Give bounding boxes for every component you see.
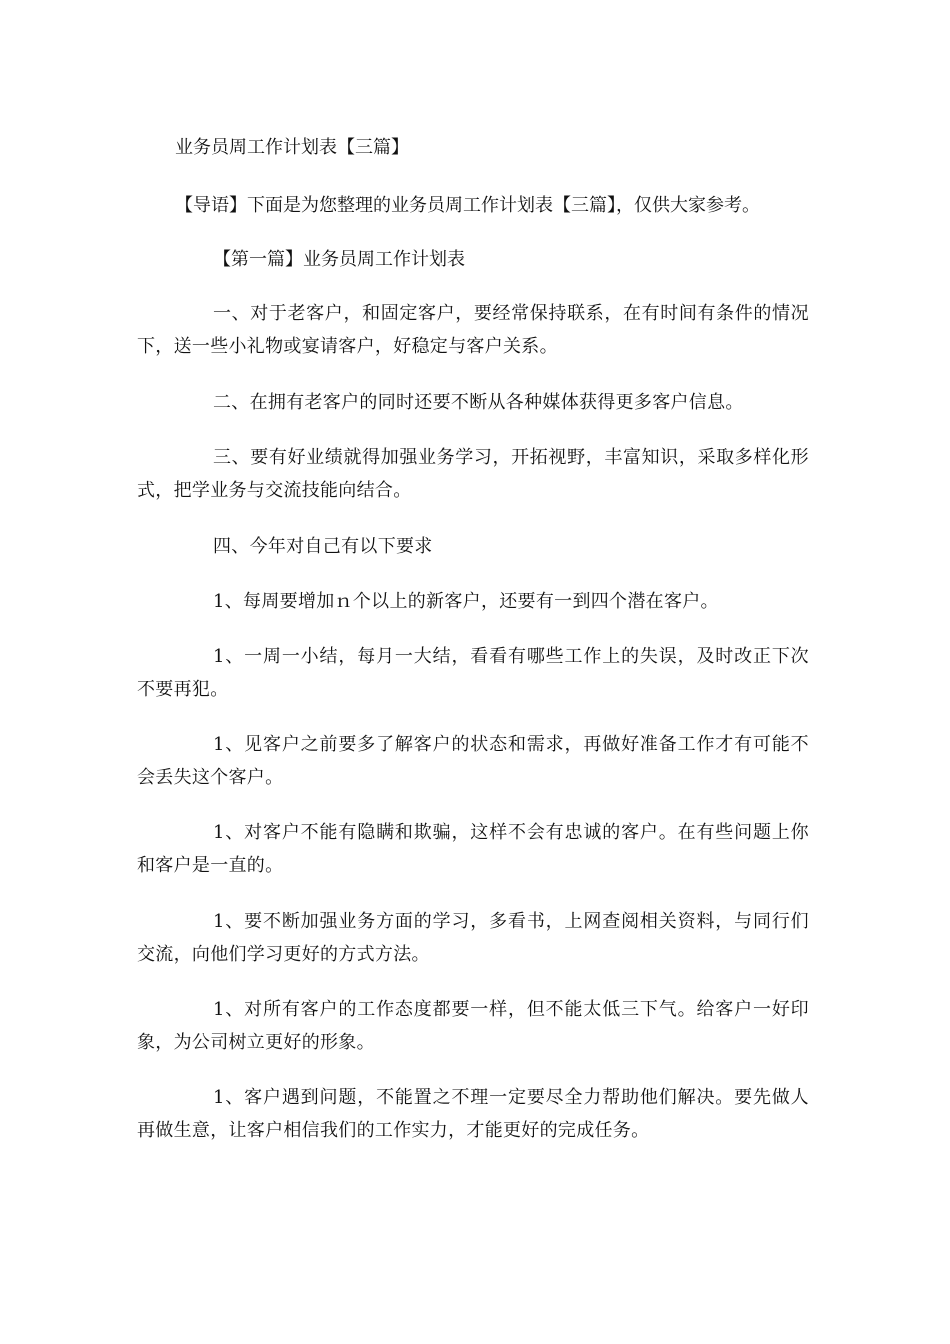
section-heading: 【第一篇】业务员周工作计划表 bbox=[213, 249, 465, 270]
list-item: 1、对客户不能有隐瞒和欺骗，这样不会有忠诚的客户。在有些问题上你和客户是一直的。 bbox=[137, 822, 809, 876]
body-paragraph: 二、在拥有老客户的同时还要不断从各种媒体获得更多客户信息。 bbox=[213, 392, 744, 413]
list-item: 1、要不断加强业务方面的学习，多看书，上网查阅相关资料，与同行们交流，向他们学习更好的方式方法。 bbox=[137, 911, 809, 965]
list-item: 1、每周要增加ｎ个以上的新客户，还要有一到四个潜在客户。 bbox=[213, 591, 719, 612]
list-item: 1、客户遇到问题，不能置之不理一定要尽全力帮助他们解决。要先做人再做生意，让客户相信我们的工作实力，才能更好的完成任务。 bbox=[137, 1087, 809, 1141]
body-paragraph: 一、对于老客户，和固定客户，要经常保持联系，在有时间有条件的情况下，送一些小礼物或宴请客户，好稳定与客户关系。 bbox=[137, 303, 809, 357]
list-item: 1、一周一小结，每月一大结，看看有哪些工作上的失误，及时改正下次不要再犯。 bbox=[137, 646, 809, 700]
body-paragraph: 四、今年对自己有以下要求 bbox=[213, 536, 433, 557]
list-item: 1、对所有客户的工作态度都要一样，但不能太低三下气。给客户一好印象，为公司树立更好的形象。 bbox=[137, 999, 809, 1053]
intro-paragraph: 【导语】下面是为您整理的业务员周工作计划表【三篇】，仅供大家参考。 bbox=[175, 195, 760, 216]
list-item: 1、见客户之前要多了解客户的状态和需求，再做好准备工作才有可能不会丢失这个客户。 bbox=[137, 734, 809, 788]
document-title: 业务员周工作计划表【三篇】 bbox=[175, 137, 409, 158]
body-paragraph: 三、要有好业绩就得加强业务学习，开拓视野，丰富知识，采取多样化形式，把学业务与交流技能向结合。 bbox=[137, 447, 809, 501]
